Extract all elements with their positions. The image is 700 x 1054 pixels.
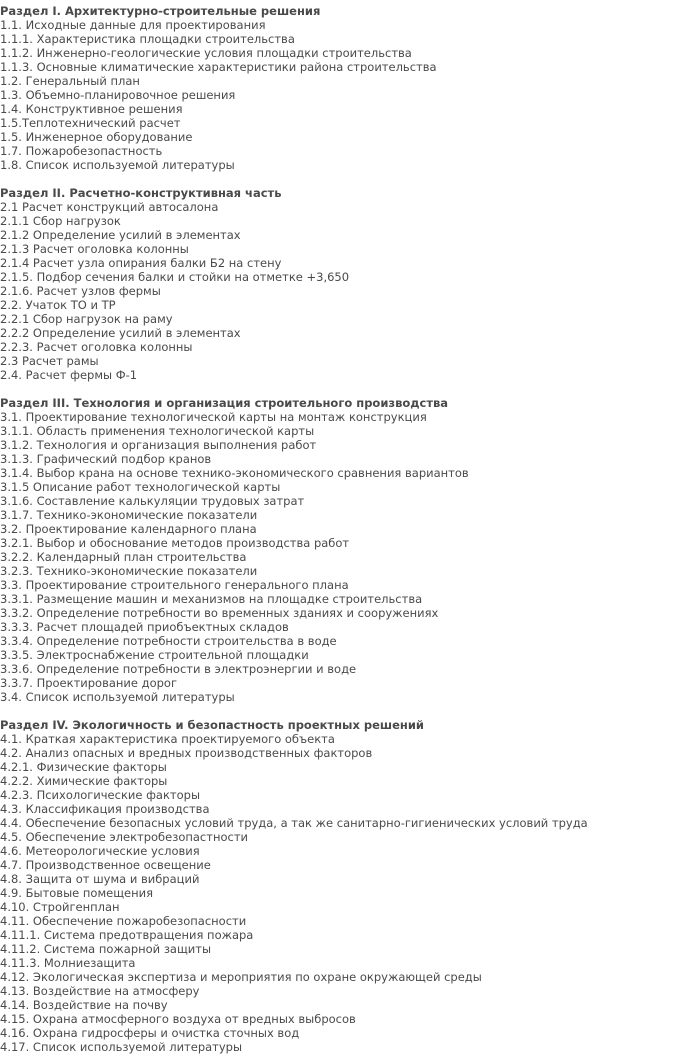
toc-item: 4.11.1. Система предотвращения пожара — [0, 928, 254, 942]
toc-section — [0, 396, 700, 704]
section-title: Раздел IV. Экологичность и безопастность проектных решений — [0, 718, 424, 732]
toc-item: 4.5. Обеспечение электробезопастности — [0, 830, 249, 844]
toc-item: 3.2.3. Технико-экономические показатели — [0, 564, 258, 578]
toc-item: 3.1.5 Описание работ технологической карты — [0, 480, 281, 494]
toc-item: 1.5.Теплотехнический расчет — [0, 116, 181, 130]
toc-item: 4.17. Список используемой литературы — [0, 1040, 243, 1054]
toc-item: 2.1.4 Расчет узла опирания балки Б2 на стену — [0, 256, 282, 270]
toc-item: 1.8. Список используемой литературы — [0, 158, 235, 172]
toc-item: 3.1.1. Область применения технологической карты — [0, 424, 315, 438]
toc-item: 2.1.3 Расчет оголовка колонны — [0, 242, 189, 256]
toc-item: 1.1. Исходные данные для проектирования — [0, 18, 266, 32]
toc-item: 4.2.3. Психологические факторы — [0, 788, 201, 802]
toc-item: 4.14. Воздействие на почву — [0, 998, 168, 1012]
toc-item: 4.15. Охрана атмосферного воздуха от вредных выбросов — [0, 1012, 356, 1026]
toc-item: 3.1.6. Составление калькуляции трудовых затрат — [0, 494, 305, 508]
toc-item: 2.4. Расчет фермы Ф-1 — [0, 368, 138, 382]
toc-item: 2.3 Расчет рамы — [0, 354, 99, 368]
toc-item: 3.2. Проектирование календарного плана — [0, 522, 257, 536]
toc-item: 4.7. Производственное освещение — [0, 858, 211, 872]
toc-item: 2.1.5. Подбор сечения балки и стойки на отметке +3,650 — [0, 270, 350, 284]
toc-item: 4.6. Метеорологические условия — [0, 844, 200, 858]
toc-item: 4.2.2. Химические факторы — [0, 774, 168, 788]
toc-item: 3.3.7. Проектирование дорог — [0, 676, 177, 690]
toc-item: 3.2.2. Календарный план строительства — [0, 550, 247, 564]
toc-item: 2.2. Учаток ТО и ТР — [0, 298, 116, 312]
toc-item: 4.1. Краткая характеристика проектируемого объекта — [0, 732, 335, 746]
section-title: Раздел II. Расчетно-конструктивная часть — [0, 186, 282, 200]
toc-item: 3.1.3. Графический подбор кранов — [0, 452, 212, 466]
toc-item: 4.2. Анализ опасных и вредных производственных факторов — [0, 746, 373, 760]
toc-item: 3.3.2. Определение потребности во временных зданиях и сооружениях — [0, 606, 439, 620]
section-title: Раздел III. Технология и организация строительного производства — [0, 396, 449, 410]
toc-item: 3.1. Проектирование технологической карты на монтаж конструкция — [0, 410, 427, 424]
toc-item: 3.3.5. Электроснабжение строительной площадки — [0, 648, 309, 662]
toc-item: 4.12. Экологическая экспертиза и мероприятия по охране окружающей среды — [0, 970, 482, 984]
toc-item: 2.2.1 Сбор нагрузок на раму — [0, 312, 173, 326]
toc-item: 3.2.1. Выбор и обоснование методов производства работ — [0, 536, 350, 550]
toc-item: 4.10. Стройгенплан — [0, 900, 120, 914]
toc-item: 4.13. Воздействие на атмосферу — [0, 984, 200, 998]
toc-item: 2.1.1 Сбор нагрузок — [0, 214, 121, 228]
toc-item: 3.3.4. Определение потребности строительства в воде — [0, 634, 337, 648]
toc-section — [0, 4, 700, 172]
toc-item: 1.3. Объемно-планировочное решения — [0, 88, 236, 102]
toc-item: 1.5. Инженерное оборудование — [0, 130, 193, 144]
toc-item: 1.4. Конструктивное решения — [0, 102, 183, 116]
toc-item: 1.7. Пожаробезопастность — [0, 144, 163, 158]
toc-item: 4.3. Классификация производства — [0, 802, 210, 816]
toc-item: 2.1.6. Расчет узлов фермы — [0, 284, 161, 298]
toc-item: 1.1.1. Характеристика площадки строительства — [0, 32, 295, 46]
toc-item: 3.1.2. Технология и организация выполнения работ — [0, 438, 317, 452]
toc-item: 3.1.7. Технико-экономические показатели — [0, 508, 258, 522]
toc-item: 4.11.2. Система пожарной защиты — [0, 942, 212, 956]
toc-item: 4.4. Обеспечение безопасных условий труда, а так же санитарно-гигиенических условий труда — [0, 816, 588, 830]
toc-item: 3.3.1. Размещение машин и механизмов на площадке строительства — [0, 592, 423, 606]
toc-item: 2.1.2 Определение усилий в элементах — [0, 228, 241, 242]
toc-item: 1.1.2. Инженерно-геологические условия площадки строительства — [0, 46, 412, 60]
toc-item: 1.2. Генеральный план — [0, 74, 140, 88]
toc-item: 2.2.2 Определение усилий в элементах — [0, 326, 241, 340]
toc-item: 4.16. Охрана гидросферы и очистка сточных вод — [0, 1026, 300, 1040]
toc-item: 3.1.4. Выбор крана на основе технико-экономического сравнения вариантов — [0, 466, 469, 480]
toc-item: 2.2.3. Расчет оголовка колонны — [0, 340, 193, 354]
toc-item: 1.1.3. Основные климатические характеристики района строительства — [0, 60, 437, 74]
toc-section — [0, 718, 700, 1054]
toc-item: 2.1 Расчет конструкций автосалона — [0, 200, 219, 214]
toc-item: 3.3.3. Расчет площадей приобъектных складов — [0, 620, 289, 634]
toc-item: 3.4. Список используемой литературы — [0, 690, 235, 704]
toc-item: 4.8. Защита от шума и вибраций — [0, 872, 200, 886]
toc-item: 3.3. Проектирование строительного генерального плана — [0, 578, 349, 592]
toc-item: 4.11.3. Молниезащита — [0, 956, 136, 970]
toc-item: 4.2.1. Физические факторы — [0, 760, 167, 774]
toc-item: 3.3.6. Определение потребности в электроэнергии и воде — [0, 662, 357, 676]
toc-item: 4.9. Бытовые помещения — [0, 886, 154, 900]
section-title: Раздел I. Архитектурно-строительные решения — [0, 4, 321, 18]
toc-item: 4.11. Обеспечение пожаробезопасности — [0, 914, 247, 928]
toc-section — [0, 186, 700, 382]
